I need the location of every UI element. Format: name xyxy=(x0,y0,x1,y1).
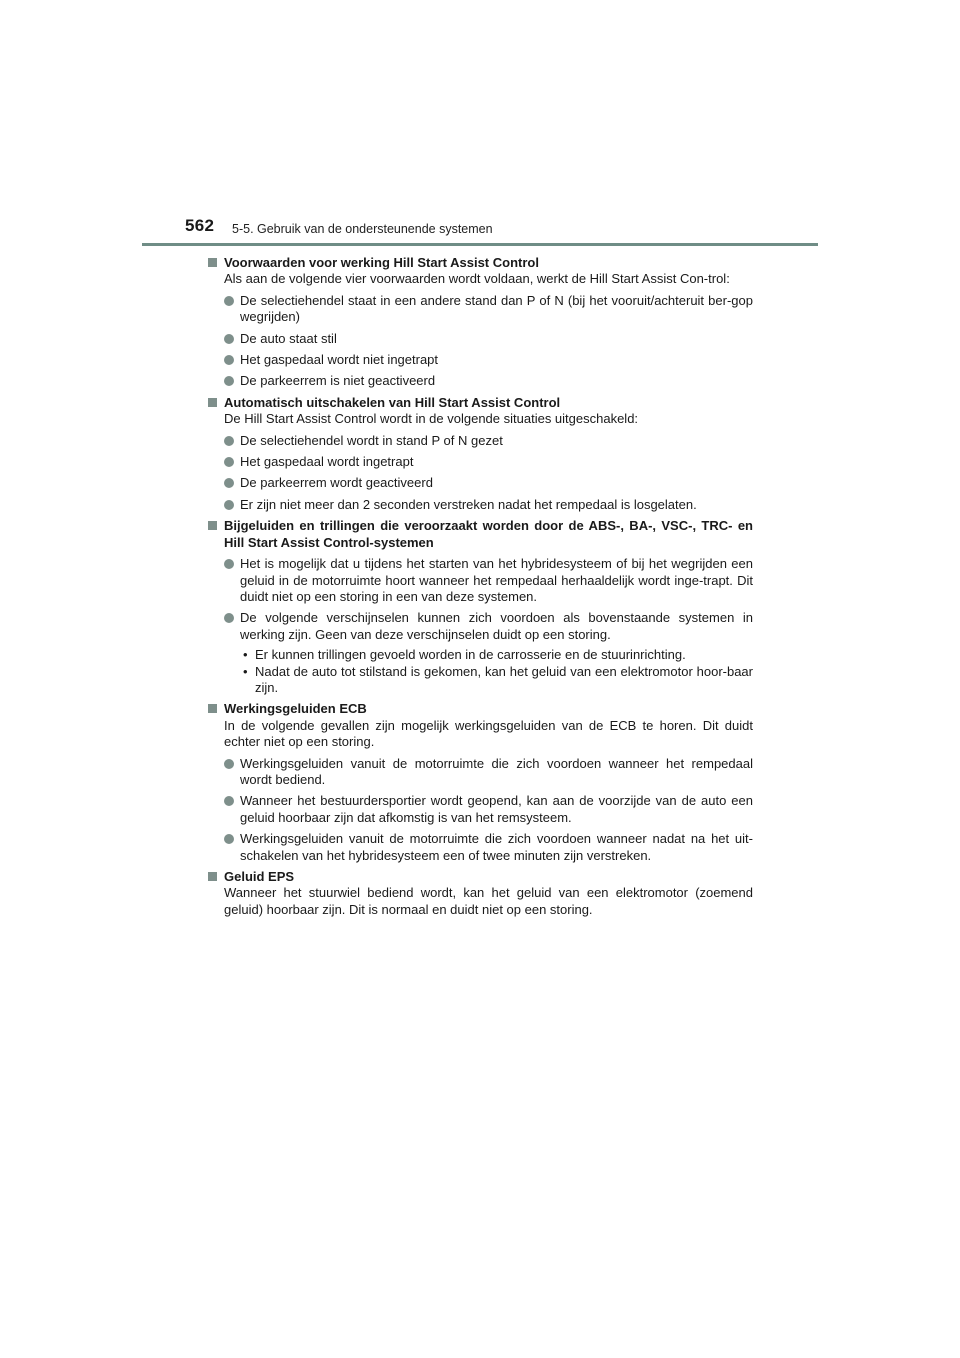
block-heading: Werkingsgeluiden ECB xyxy=(224,701,367,717)
list-item: Werkingsgeluiden vanuit de motorruimte die zich voordoen wanneer het rempedaal wordt bediend. xyxy=(224,756,753,789)
circle-bullet-icon xyxy=(224,334,234,344)
list-item: De selectiehendel wordt in stand P of N gezet xyxy=(224,433,753,449)
circle-bullet-icon xyxy=(224,834,234,844)
sub-list-item: • Er kunnen trillingen gevoeld worden in de carrosserie en de stuurinrichting. xyxy=(243,647,686,663)
list-item: Het gaspedaal wordt ingetrapt xyxy=(224,454,753,470)
square-bullet-icon xyxy=(208,872,217,881)
circle-bullet-icon xyxy=(224,355,234,365)
circle-bullet-icon xyxy=(224,376,234,386)
block-intro: In de volgende gevallen zijn mogelijk werkingsgeluiden van de ECB te horen. Dit duidt echter niet op een storing. xyxy=(224,717,753,750)
list-item: Het is mogelijk dat u tijdens het starten van het hybridesysteem of bij het wegrijden een geluid in de motorruimte hoort wanneer het rempedaal herhaaldelijk wordt inge-trapt. Dit duidt niet op een storing in een van deze systemen. xyxy=(224,556,753,605)
circle-bullet-icon xyxy=(224,559,234,569)
sub-list-item: • Nadat de auto tot stilstand is gekomen, kan het geluid van een elektromotor hoor-baar zijn. xyxy=(243,663,753,695)
square-bullet-icon xyxy=(208,521,217,530)
block-intro: Als aan de volgende vier voorwaarden wordt voldaan, werkt de Hill Start Assist Con-trol: xyxy=(224,271,730,287)
section-block xyxy=(208,869,753,918)
list-item: De auto staat stil xyxy=(224,331,753,347)
circle-bullet-icon xyxy=(224,478,234,488)
sub-list xyxy=(240,647,753,696)
section-block xyxy=(208,395,753,513)
circle-bullet-icon xyxy=(224,500,234,510)
circle-bullet-icon xyxy=(224,759,234,769)
square-bullet-icon xyxy=(208,704,217,713)
list-item: De volgende verschijnselen kunnen zich voordoen als bovenstaande systemen in werking zijn. Geen van deze verschijnselen duidt op een storing. • Er kunnen trillingen gevoeld worden in de carrosserie en de stuurinrichting. • Nadat de auto tot stilstand is gekomen, kan het geluid van een elektromotor hoor-baar zijn. xyxy=(224,610,753,696)
list-item: De parkeerrem wordt geactiveerd xyxy=(224,475,753,491)
header-divider xyxy=(142,243,818,246)
block-heading: Voorwaarden voor werking Hill Start Assist Control xyxy=(224,255,539,270)
circle-bullet-icon xyxy=(224,457,234,467)
list-item: Er zijn niet meer dan 2 seconden verstreken nadat het rempedaal is losgelaten. xyxy=(224,497,753,513)
block-heading: Geluid EPS xyxy=(224,869,295,884)
square-bullet-icon xyxy=(208,258,217,267)
list-item: Het gaspedaal wordt niet ingetrapt xyxy=(224,352,753,368)
section-title: 5-5. Gebruik van de ondersteunende systemen xyxy=(232,222,493,236)
circle-bullet-icon xyxy=(224,436,234,446)
section-block xyxy=(208,518,753,696)
section-block xyxy=(208,701,753,864)
block-intro: Wanneer het stuurwiel bediend wordt, kan het geluid van een elektromotor (zoemend geluid) hoorbaar zijn. Dit is normaal en duidt niet op een storing. xyxy=(224,885,753,917)
list-item: Wanneer het bestuurdersportier wordt geopend, kan aan de voorzijde van de auto een geluid hoorbaar zijn dat afkomstig is van het remsysteem. xyxy=(224,793,753,826)
square-bullet-icon xyxy=(208,398,217,407)
block-heading: Automatisch uitschakelen van Hill Start Assist Control xyxy=(224,394,561,410)
list-item: De parkeerrem is niet geactiveerd xyxy=(224,373,753,389)
circle-bullet-icon xyxy=(224,613,234,623)
list-item: Werkingsgeluiden vanuit de motorruimte die zich voordoen wanneer nadat na het uit-schakelen van het hybridesysteem een of twee minuten zijn verstreken. xyxy=(224,831,753,864)
page-content xyxy=(208,255,753,923)
page-number: 562 xyxy=(185,216,215,235)
circle-bullet-icon xyxy=(224,796,234,806)
block-heading: Bijgeluiden en trillingen die veroorzaakt worden door de ABS-, BA-, VSC-, TRC- en Hill Start Assist Control-systemen xyxy=(224,518,753,550)
section-block xyxy=(208,255,753,390)
circle-bullet-icon xyxy=(224,296,234,306)
list-item: De selectiehendel staat in een andere stand dan P of N (bij het vooruit/achteruit ber-gop wegrijden) xyxy=(224,293,753,326)
block-intro: De Hill Start Assist Control wordt in de volgende situaties uitgeschakeld: xyxy=(224,411,639,427)
